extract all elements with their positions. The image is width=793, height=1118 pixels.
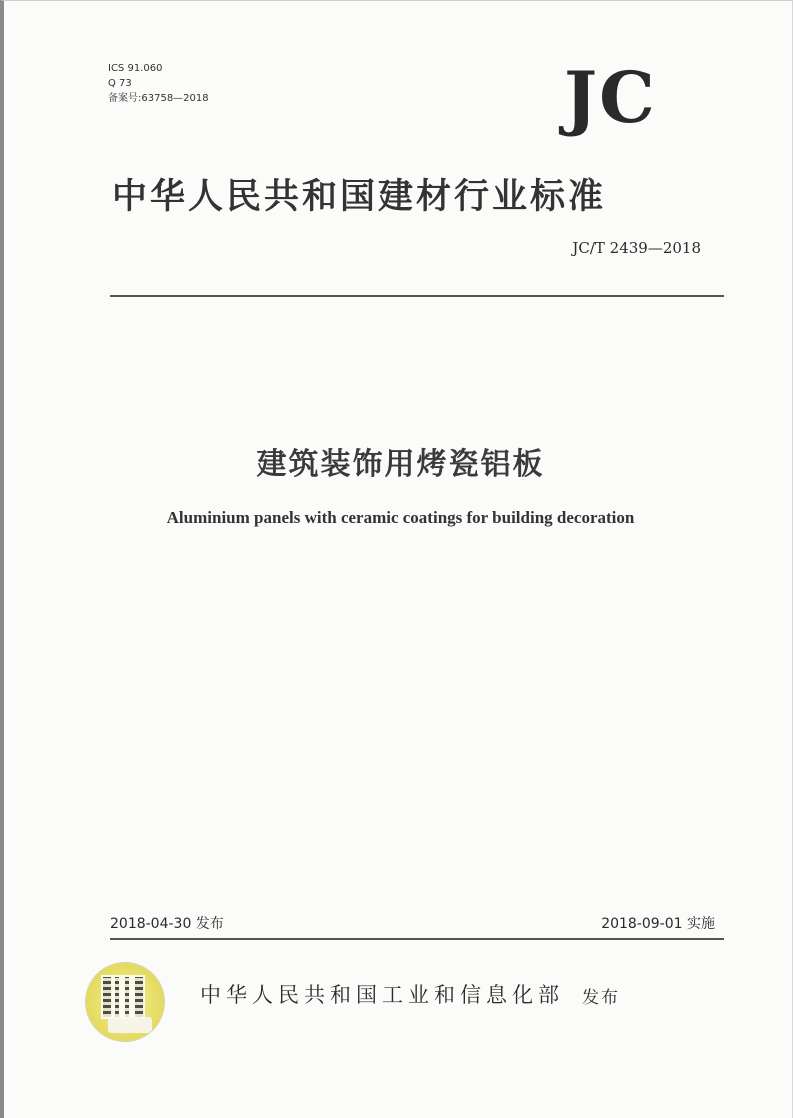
standard-number: JC/T 2439—2018	[572, 239, 701, 257]
filing-number: 备案号:63758—2018	[108, 93, 209, 104]
qr-code-icon	[101, 975, 145, 1019]
jc-logo: JC	[564, 56, 657, 139]
bottom-divider	[110, 938, 724, 940]
publisher-verb: 发布	[582, 988, 620, 1008]
publisher-name: 中华人民共和国工业和信息化部	[200, 983, 564, 1007]
document-title-en: Aluminium panels with ceramic coatings for building decoration	[166, 508, 635, 527]
implementation-date: 2018-09-01 实施	[601, 916, 715, 932]
seal-band	[108, 1017, 152, 1033]
classification-block	[108, 61, 209, 106]
ccs-code: Q 73	[108, 78, 132, 89]
anti-counterfeit-seal-icon	[86, 963, 164, 1041]
issue-date: 2018-04-30 发布	[110, 916, 224, 932]
standard-category-title: 中华人民共和国建材行业标准	[112, 177, 607, 217]
document-title-cn: 建筑装饰用烤瓷铝板	[256, 447, 545, 482]
ics-code: ICS 91.060	[108, 63, 163, 74]
top-divider	[110, 295, 724, 297]
